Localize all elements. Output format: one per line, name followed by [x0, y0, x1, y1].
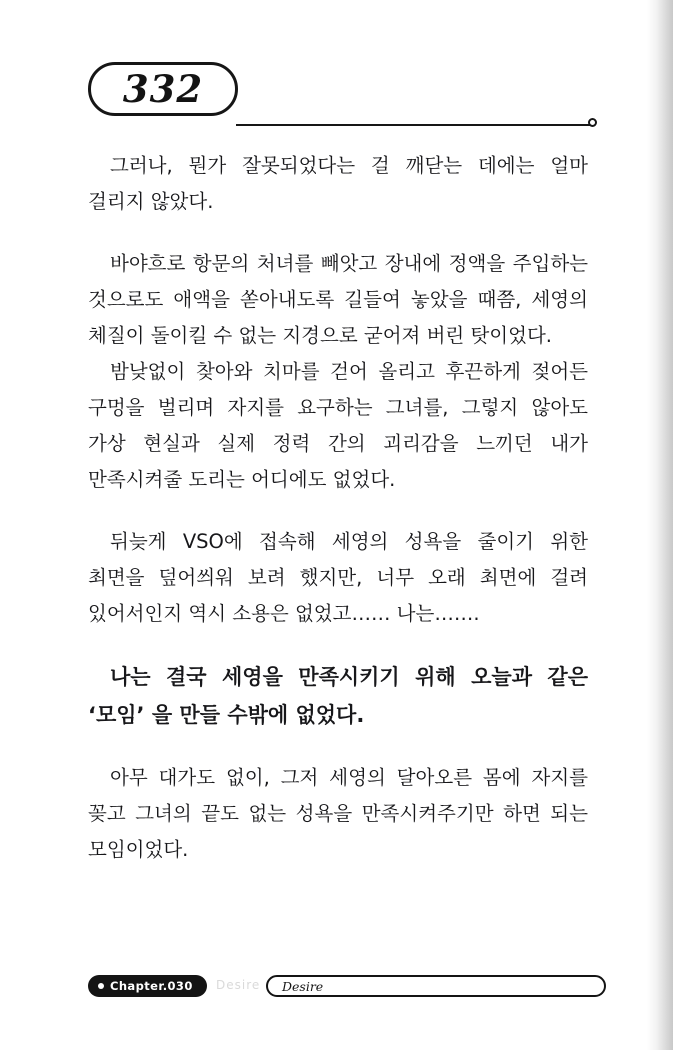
paragraph: 그러나, 뭔가 잘못되었다는 걸 깨닫는 데에는 얼마 걸리지 않았다.	[88, 154, 588, 213]
chapter-badge	[88, 975, 207, 997]
page-number: 332	[122, 67, 204, 111]
paragraph: 아무 대가도 없이, 그저 세영의 달아오른 몸에 자지를 꽂고 그녀의 끝도 없는 성욕을 만족시켜주기만 하면 되는 모임이었다.	[88, 766, 588, 861]
bullet-dot-icon	[98, 983, 104, 989]
paragraph: 바야흐로 항문의 처녀를 빼앗고 장내에 정액을 주입하는 것으로도 애액을 쏟아내도록 길들여 놓았을 때쯤, 세영의 체질이 돌이킬 수 없는 지경으로 굳어져 버린 탓이었다.	[88, 252, 588, 347]
paragraph: 뒤늦게 VSO에 접속해 세영의 성욕을 줄이기 위한 최면을 덮어씌워 보려 했지만, 너무 오래 최면에 걸려 있어서인지 역시 소용은 없었고…… 나는…….	[88, 530, 588, 625]
book-title-badge	[266, 975, 606, 997]
header-rule	[236, 124, 594, 126]
page-footer	[88, 975, 606, 999]
page-body	[88, 148, 588, 894]
chapter-label: Chapter.030	[110, 979, 193, 993]
paragraph: 밤낮없이 찾아와 치마를 걷어 올리고 후끈하게 젖어든 구멍을 벌리며 자지를 요구하는 그녀를, 그렇지 않아도 가상 현실과 실제 정력 간의 괴리감을 느끼던 내가 만족시켜줄 도리는 어디에도 없었다.	[88, 360, 588, 491]
page-header	[88, 62, 608, 134]
paragraph-emphasis: 나는 결국 세영을 만족시키기 위해 오늘과 같은 ‘모임’ 을 만들 수밖에 없었다.	[88, 665, 588, 727]
page-edge-shadow	[647, 0, 673, 1050]
header-end-dot-icon	[588, 118, 597, 127]
book-title-label: Desire	[282, 978, 324, 994]
footer-watermark: Desire	[216, 978, 261, 992]
page-number-badge	[88, 62, 238, 116]
